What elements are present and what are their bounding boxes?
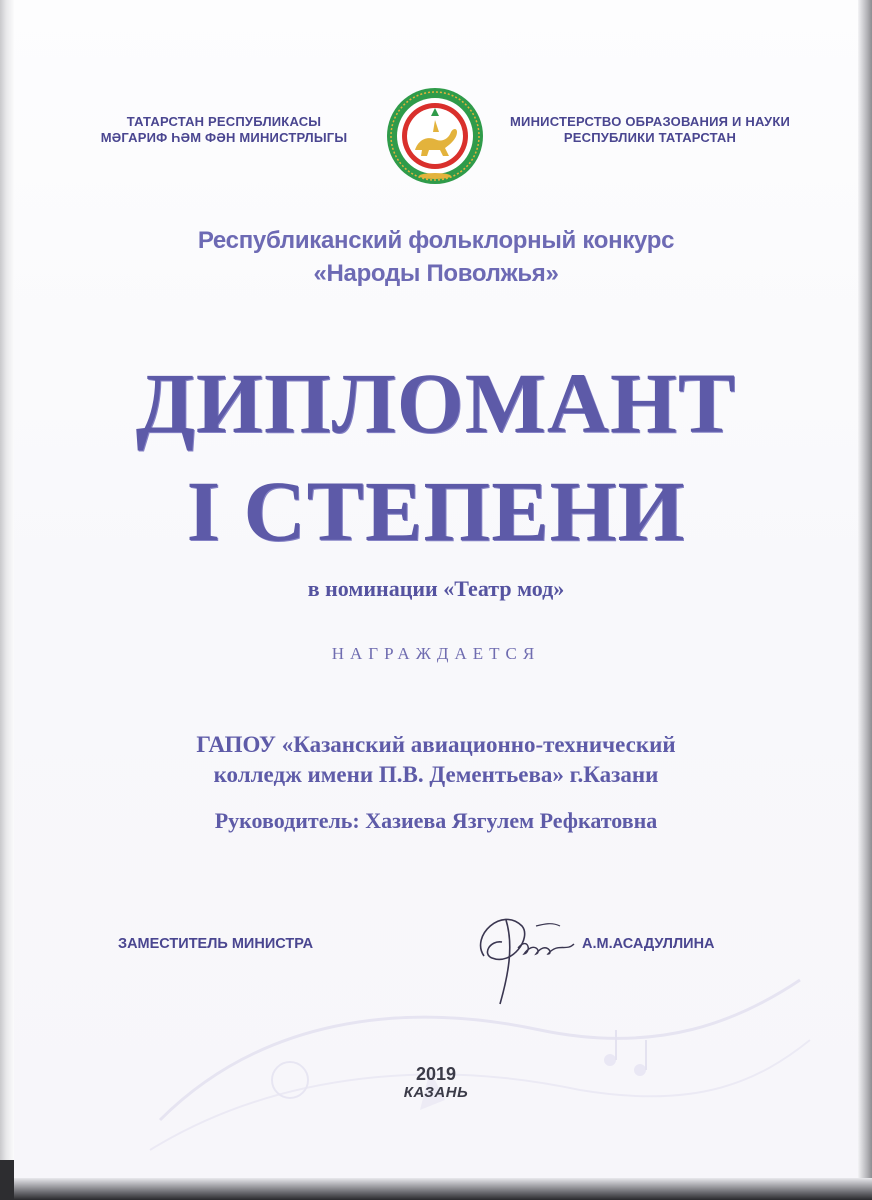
scan-edge-left [0, 0, 14, 1200]
recipient-name [86, 730, 786, 790]
signatory-name: А.М.АСАДУЛЛИНА [582, 936, 715, 952]
diploma-title-line1: ДИПЛОМАНТ [135, 355, 737, 451]
leader-name: Руководитель: Хазиева Язгулем Рефкатовна [214, 808, 658, 833]
tatarstan-coat-of-arms-icon [385, 86, 485, 186]
header-right-line1: МИНИСТЕРСТВО ОБРАЗОВАНИЯ И НАУКИ [510, 114, 790, 129]
footer-year: 2019 [415, 1064, 457, 1084]
contest-line1: Республиканский фольклорный конкурс [197, 227, 675, 254]
recipient-line1: ГАПОУ «Казанский авиационно-технический [196, 732, 676, 757]
scan-edge-right [858, 0, 872, 1200]
header-left-line2: МӘГАРИФ ҺӘМ ФӘН МИНИСТРЛЫГЫ [100, 130, 348, 145]
header-right-ministry-ru [495, 114, 805, 146]
diploma-title-line2: I СТЕПЕНИ [186, 463, 686, 559]
handwritten-signature-icon [462, 896, 592, 1016]
header-right-line2: РЕСПУБЛИКИ ТАТАРСТАН [563, 130, 737, 145]
signatory-position: ЗАМЕСТИТЕЛЬ МИНИСТРА [118, 936, 314, 952]
scan-edge-bottom [0, 1178, 872, 1200]
contest-title [86, 224, 786, 290]
contest-line2: «Народы Поволжья» [313, 260, 559, 287]
header-left-ministry-tatar [84, 114, 364, 146]
awarded-label: НАГРАЖДАЕТСЯ [331, 644, 541, 663]
recipient-line2: колледж имени П.В. Дементьева» г.Казани [213, 762, 659, 787]
scan-corner [0, 1160, 14, 1200]
header-left-line1: ТАТАРСТАН РЕСПУБЛИКАСЫ [126, 114, 322, 129]
nomination-text: в номинации «Театр мод» [307, 576, 565, 601]
footer-city: КАЗАНЬ [403, 1084, 469, 1101]
